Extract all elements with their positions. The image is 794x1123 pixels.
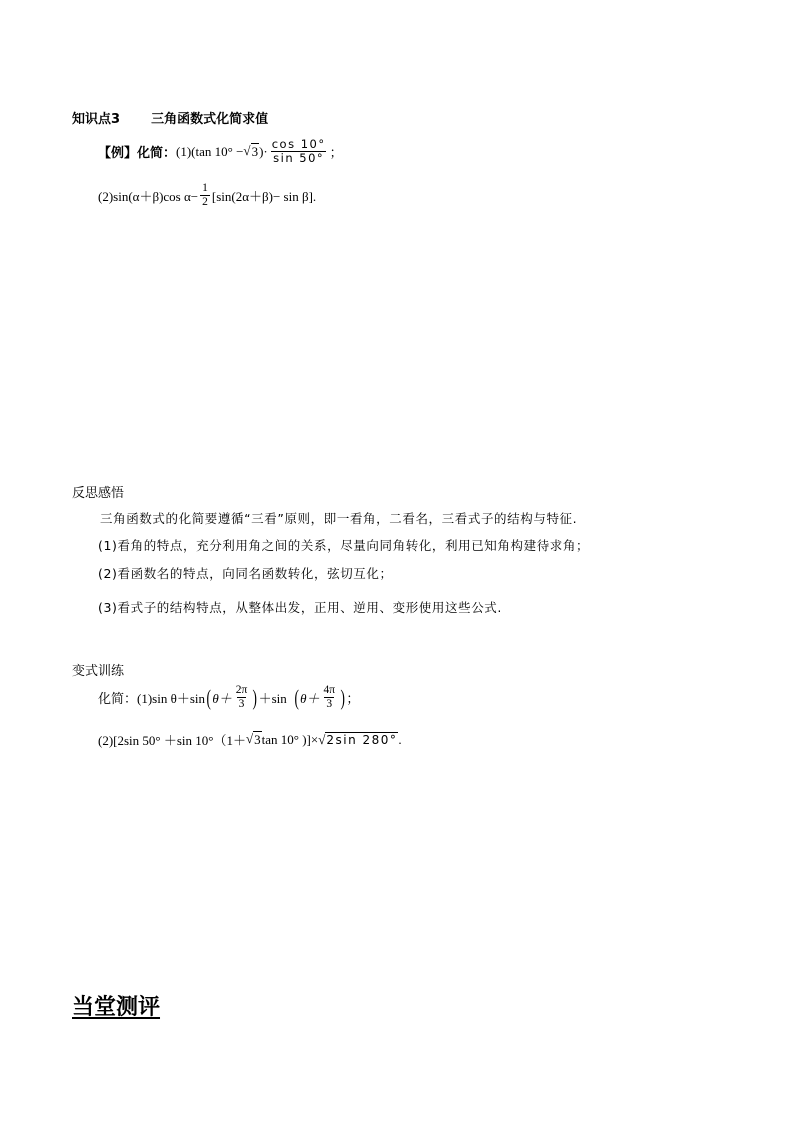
variant-p1-fraction-2 [322,684,338,711]
variant-p2-sqrt-2: √ 2sin 280° [318,731,398,747]
example-p2-end: [sin(2α＋β)− sin β]. [211,189,317,205]
variant-p1-theta: θ＋ [212,691,232,707]
variant-p2-sqrt: √ 3 [245,731,261,747]
fraction-denominator: sin 50° [273,151,325,166]
variant-heading: 变式训练 [72,664,125,679]
example-p1-fraction [270,138,328,165]
variant-p2-end: . [398,731,402,747]
fraction-denominator: 2 [202,196,208,209]
left-paren: ( [294,684,299,710]
example-p1-end: ； [329,145,343,161]
fraction-numerator: 2π [235,684,248,696]
variant-p2-start: (2)[2sin 50° ＋sin 10°（1＋ [98,733,246,748]
fraction-numerator: 1 [202,182,208,194]
example-p1-sqrt: √ 3 [243,143,259,160]
example-p2-start: (2)sin(α＋β)cos α− [98,189,199,205]
in-class-assessment-title: 当堂测评 [72,995,161,1020]
fraction-numerator: 4π [323,684,336,696]
section-heading [72,108,268,127]
section-title: 三角函数式化简求值 [151,112,269,127]
variant-line-2 [98,730,402,749]
example-p1-close: )· [259,143,268,159]
variant-p1-end: ； [346,691,360,707]
reflection-heading: 反思感悟 [72,486,125,501]
reflection-item-2: (2)看函数名的特点，向同名函数转化，弦切互化； [98,566,393,581]
example-line-1 [98,138,343,165]
right-paren: ) [252,684,258,710]
variant-p1-theta-2: θ＋ [300,691,320,707]
right-paren: ) [340,684,345,710]
fraction-denominator: 3 [238,698,245,711]
reflection-item-1: (1)看角的特点，充分利用角之间的关系，尽量向同角转化，利用已知角构建待求角； [98,538,590,553]
variant-p2-mid: tan 10° )]× [261,731,319,747]
reflection-intro: 三角函数式的化简要遵循“三看”原则，即一看角，二看名，三看式子的结构与特征. [100,511,578,526]
example-p1-start: (1)(tan 10° − [176,143,244,159]
fraction-numerator: cos 10° [271,137,326,151]
reflection-item-3: (3)看式子的结构特点，从整体出发，正用、逆用、变形使用这些公式. [98,600,502,615]
variant-line-1 [98,684,359,711]
variant-prefix: 化简： [98,692,138,708]
variant-p1-start: (1)sin θ＋sin [137,691,205,707]
example-line-2 [98,182,316,209]
example-prefix: 【例】化简： [98,146,177,162]
fraction-denominator: 3 [326,698,333,711]
section-label: 知识点3 [72,112,121,127]
variant-p1-fraction-1 [234,684,250,711]
left-paren: ( [206,684,211,710]
variant-p1-mid: ＋sin [258,691,287,707]
example-p2-fraction [200,182,210,209]
